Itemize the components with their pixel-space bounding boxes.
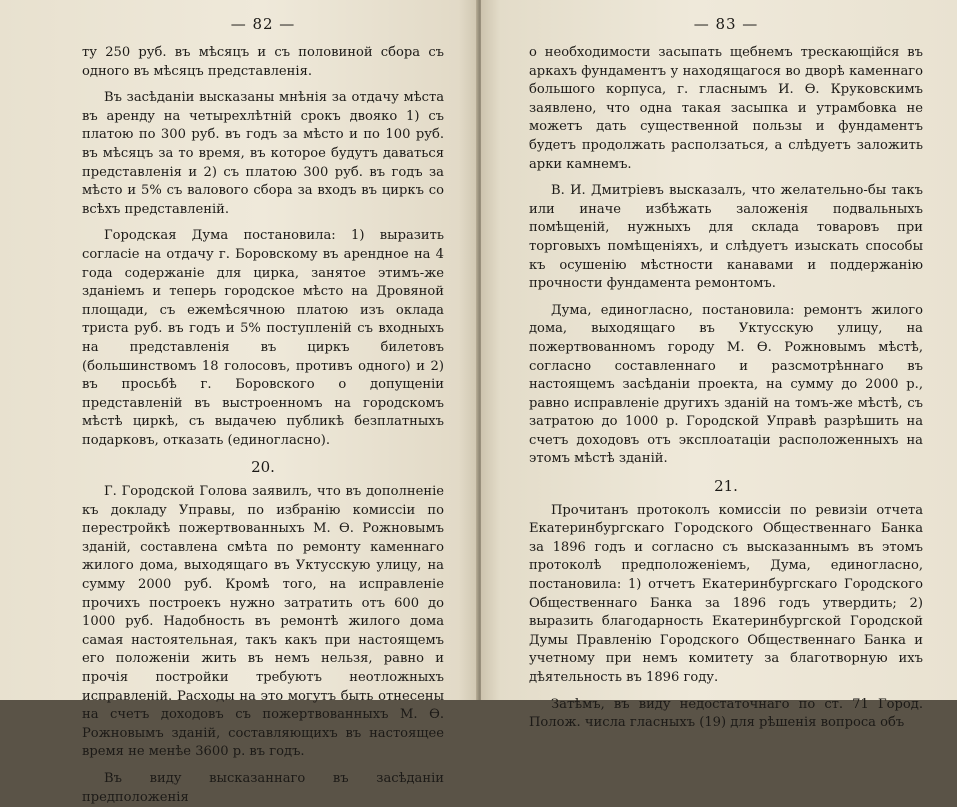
section-number: 20. — [251, 458, 275, 477]
left-page — [0, 0, 478, 805]
right-page-text — [529, 44, 923, 733]
paragraph: Г. Городской Голова заявилъ, что въ дополненіе къ докладу Управы, по избранію комиссіи по перестройкѣ пожертвованныхъ М. Ѳ. Рожновымъ зданій, составлена смѣта по ремонту каменнаго жилого дома, выходящаго въ Уктусскую улицу, на сумму 2000 руб. Кромѣ того, на исправленіе прочихъ построекъ нужно затратить отъ 600 до 1000 руб. Надобность въ ремонтѣ жилого дома самая настоятельная, такъ какъ при настоящемъ его положеніи жить въ немъ нельзя, равно и прочія постройки требуютъ неотложныхъ исправленій. Расходы на это могутъ быть отнесены на счетъ доходовъ съ пожертвованныхъ М. Ѳ. Рожновымъ зданій, составляющихъ въ настоящее время не менѣе 3600 р. въ годъ. — [82, 484, 444, 760]
paragraph: Дума, единогласно, постановила: ремонтъ жилого дома, выходящаго въ Уктусскую улицу, на пожертвованномъ городу М. Ѳ. Рожновымъ мѣстѣ, согласно составленнаго и разсмотрѣннаго въ настоящемъ засѣданіи проекта, на сумму до 2000 р., равно исправленіе другихъ зданій на томъ-же мѣстѣ, съ затратою до 1000 р. Городской Управѣ разрѣшить на счетъ доходовъ отъ эксплоатаціи расположенныхъ на этомъ мѣстѣ зданій. — [529, 302, 923, 467]
paragraph: Городская Дума постановила: 1) выразить согласіе на отдачу г. Боровскому въ арендное на 4 года содержаніе для цирка, занятое этимъ-же зданіемъ и теперь городское мѣсто на Дровяной площади, съ ежемѣсячною платою изъ оклада триста руб. въ годъ и 5% поступленій съ входныхъ на представленія въ циркъ билетовъ (большинствомъ 18 голосовъ, противъ одного) и 2) въ просьбѣ г. Боровского о допущеніи представленій въ выстроенномъ на городскомъ мѣстѣ циркѣ, съ выдачею публикѣ безплатныхъ подарковъ, отказать (единогласно). — [82, 228, 444, 448]
paragraph: Прочитанъ протоколъ комиссіи по ревизіи отчета Екатеринбургскаго Городского Общественнаго Банка за 1896 годъ и согласно съ высказаннымъ въ этомъ протоколѣ предположеніемъ, Дума, единогласно, постановила: 1) отчетъ Екатеринбургскаго Городского Общественнаго Банка за 1896 годъ утвердить; 2) выразить благодарность Екатеринбургской Городской Думы Правленію Городского Общественнаго Банка и учетному при немъ комитету за благотворную ихъ дѣятельность въ 1896 году. — [529, 502, 923, 685]
paragraph: В. И. Дмитріевъ высказалъ, что желательно-бы такъ или иначе избѣжать заложенія подвальныхъ помѣщеній, нужныхъ для склада товаровъ при торговыхъ помѣщеніяхъ, и слѣдуетъ изыскать способы къ осушенію мѣстности канавами и поддержанію прочности фундамента ремонтомъ. — [529, 183, 923, 292]
paragraph: ту 250 руб. въ мѣсяцъ и съ половиной сбора съ одного въ мѣсяцъ представленія. — [82, 45, 444, 79]
paragraph: Въ засѣданіи высказаны мнѣнія за отдачу мѣста въ аренду на четырехлѣтній срокъ двояко 1) съ платою по 300 руб. въ годъ за мѣсто и по 100 руб. въ мѣсяцъ за то время, въ которое будутъ даваться представленія и 2) съ платою 300 руб. въ годъ за мѣсто и 5% съ валового сбора за входъ въ циркъ со всѣхъ представленій. — [82, 90, 444, 217]
right-page — [481, 0, 957, 731]
section-number: 21. — [714, 477, 738, 496]
paragraph: Въ виду высказаннаго въ засѣданіи предположенія — [82, 770, 444, 805]
left-page-text — [82, 44, 444, 807]
paragraph: Затѣмъ, въ виду недостаточнаго по ст. 71 Город. Полож. числа гласныхъ (19) для рѣшенія вопроса объ — [529, 696, 923, 731]
page-number-left: — 82 — — [230, 15, 296, 33]
paragraph: о необходимости засыпать щебнемъ трескающійся въ аркахъ фундаментъ у находящагося во дворѣ каменнаго большого корпуса, г. гласнымъ И. Ѳ. Круковскимъ заявлено, что одна такая засыпка и утрамбовка не можетъ дать существенной пользы и фундаментъ будетъ продолжать расползаться, а слѣдуетъ заложить арки камнемъ. — [529, 45, 923, 172]
page-number-right: — 83 — — [693, 15, 759, 33]
